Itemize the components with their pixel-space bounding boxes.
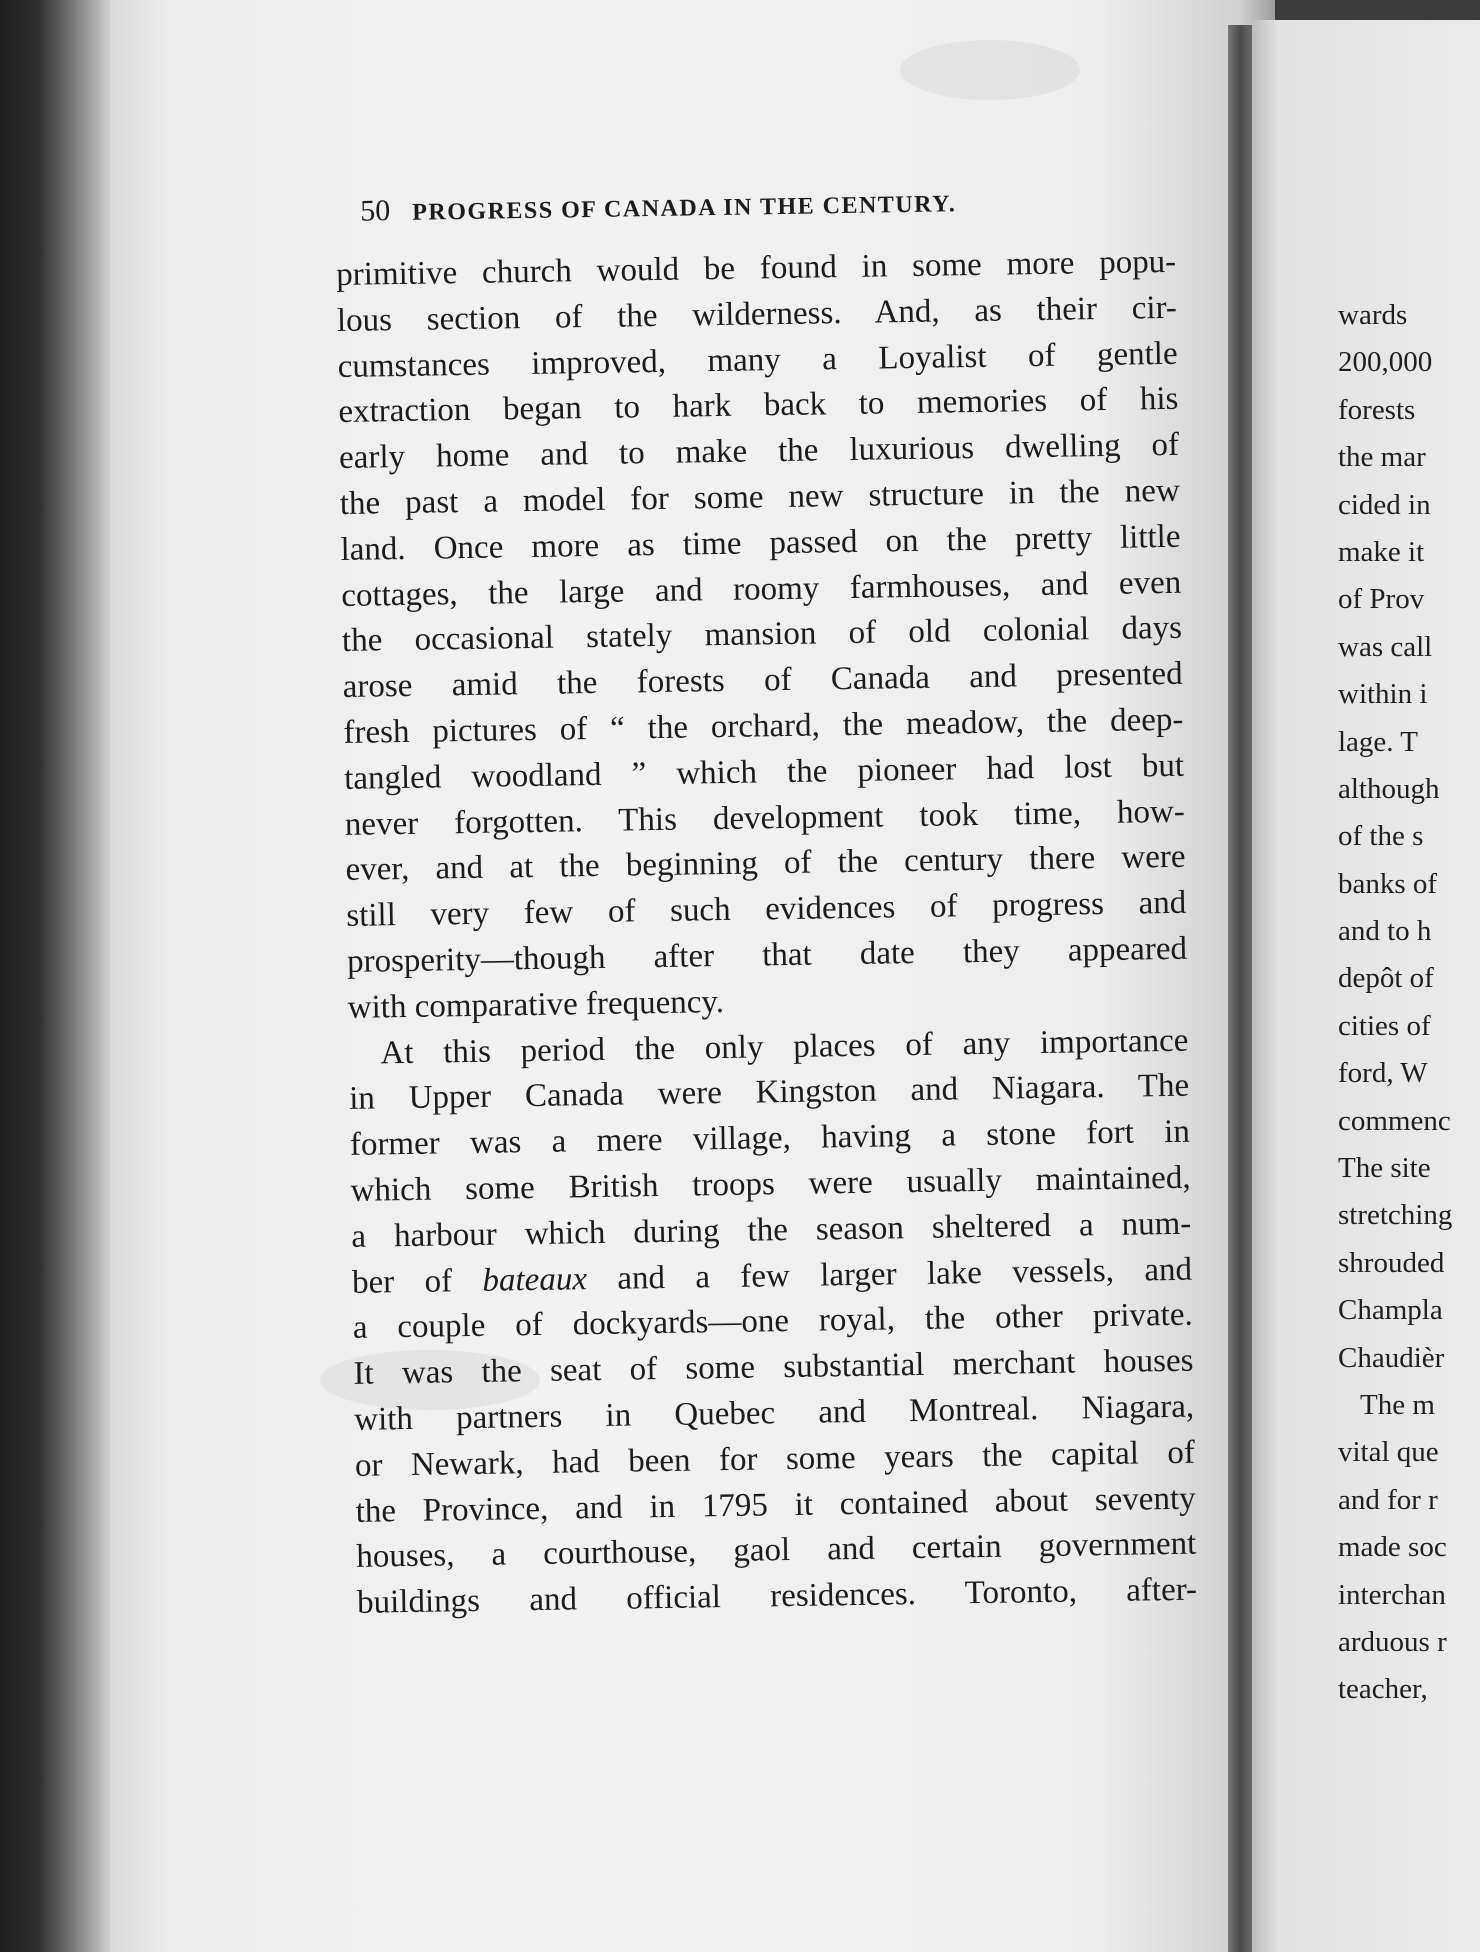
text-line: cumstances improved, many a Loyalist of gentle — [337, 335, 1178, 385]
text-fragment: ber of — [351, 1262, 453, 1301]
text-line: The m — [1360, 1388, 1435, 1421]
text-line: of Prov — [1338, 583, 1425, 616]
book-edge-left — [0, 0, 110, 1952]
text-line: and for r — [1338, 1483, 1438, 1516]
text-line: extraction began to hark back to memories of his — [338, 381, 1179, 431]
text-line: forests — [1338, 393, 1416, 426]
text-line: which some British troops were usually maintained, — [350, 1159, 1191, 1209]
text-line: At this period the only places of any importance — [380, 1022, 1189, 1071]
text-line: land. Once more as time passed on the pretty little — [340, 518, 1181, 568]
text-line: arduous r — [1338, 1625, 1447, 1658]
text-line: never forgotten. This development took time, how- — [344, 793, 1186, 843]
right-page-text — [1338, 292, 1480, 1714]
text-line: and to h — [1338, 915, 1432, 948]
page-number: 50 — [359, 194, 391, 228]
text-line: fresh pictures of “ the orchard, the meadow, the deep- — [343, 701, 1184, 751]
text-line: within i — [1338, 678, 1428, 711]
text-line: make it — [1338, 535, 1425, 568]
text-line: a harbour which during the season sheltered a num- — [351, 1205, 1192, 1255]
text-line: ever, and at the beginning of the century there were — [345, 839, 1186, 889]
text-line: buildings and official residences. Toronto, after- — [356, 1571, 1198, 1621]
text-line: commenc — [1338, 1104, 1451, 1137]
text-line: was call — [1338, 630, 1433, 663]
text-line: cottages, the large and roomy farmhouses, and even — [341, 564, 1182, 614]
text-line: with comparative frequency. — [347, 983, 725, 1026]
text-line: banks of — [1338, 867, 1438, 900]
text-line: houses, a courthouse, gaol and certain government — [356, 1525, 1197, 1576]
text-line: Champla — [1338, 1294, 1443, 1327]
text-line: lage. T — [1338, 725, 1418, 758]
text-line: It was the seat of some substantial merchant houses — [353, 1342, 1194, 1392]
text-line: the occasional stately mansion of old colonial days — [341, 610, 1183, 660]
text-line: a couple of dockyards—one royal, the other private. — [352, 1296, 1193, 1347]
text-line: arose amid the forests of Canada and presented — [342, 655, 1183, 706]
text-line: 200,000 — [1338, 346, 1433, 379]
text-line: although — [1338, 772, 1440, 805]
text-line: wards — [1338, 299, 1408, 331]
paper-stain — [900, 40, 1080, 100]
text-line: depôt of — [1338, 962, 1434, 995]
text-line: vital que — [1338, 1436, 1439, 1469]
text-line: cided in — [1338, 488, 1431, 521]
text-line: tangled woodland ” which the pioneer had lost but — [343, 747, 1185, 797]
italic-word: bateaux — [482, 1260, 588, 1299]
body-text — [336, 240, 1197, 1627]
text-line: interchan — [1338, 1578, 1446, 1611]
text-line: Chaudièr — [1338, 1341, 1445, 1374]
text-line: former was a mere village, having a stone fort in — [349, 1113, 1191, 1164]
running-head-title: PROGRESS OF CANADA IN THE CENTURY. — [412, 191, 957, 226]
text-line: the Province, and in 1795 it contained about seventy — [355, 1480, 1196, 1530]
text-line: made soc — [1338, 1531, 1447, 1564]
text-line: ford, W — [1338, 1057, 1428, 1090]
text-line: the mar — [1338, 441, 1426, 474]
text-line: early home and to make the luxurious dwelling of — [338, 426, 1180, 477]
text-line: The site — [1338, 1152, 1431, 1185]
text-line: or Newark, had been for some years the capital of — [354, 1434, 1196, 1484]
text-line: stretching — [1338, 1199, 1453, 1232]
book-gutter — [1228, 25, 1252, 1952]
text-line: teacher, — [1338, 1673, 1428, 1706]
text-line: still very few of such evidences of progress and — [346, 884, 1187, 935]
left-page-content — [335, 182, 1197, 1627]
text-line: lous section of the wilderness. And, as their cir- — [336, 289, 1178, 339]
text-line: cities of — [1338, 1009, 1431, 1042]
text-line: of the s — [1338, 820, 1424, 853]
text-line: with partners in Quebec and Montreal. Niagara, — [353, 1388, 1195, 1438]
text-line: in Upper Canada were Kingston and Niagara. The — [348, 1068, 1190, 1118]
text-line: the past a model for some new structure in the new — [339, 472, 1181, 522]
text-line: primitive church would be found in some more popu- — [335, 243, 1177, 293]
text-line: prosperity—though after that date they appeared — [346, 930, 1188, 980]
text-fragment: and a few larger lake vessels, and — [617, 1251, 1193, 1297]
text-line: shrouded — [1338, 1246, 1445, 1279]
